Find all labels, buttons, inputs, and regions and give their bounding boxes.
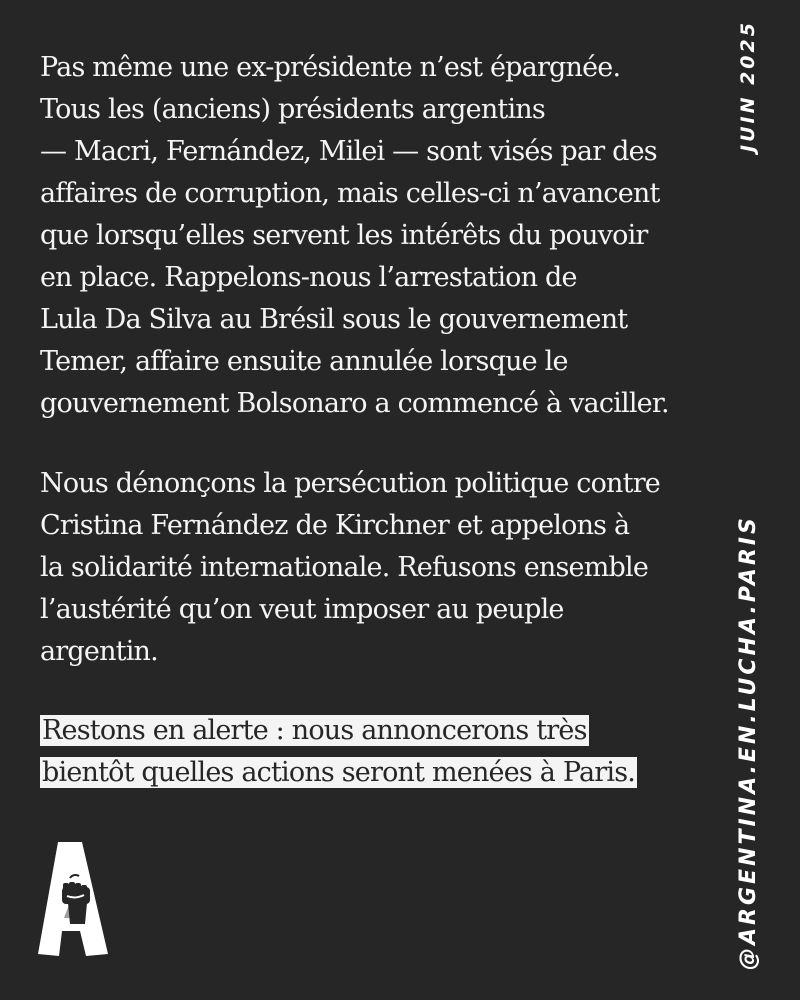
text-line: Tous les (anciens) présidents argentins: [40, 94, 545, 125]
text-line: gouvernement Bolsonaro a commencé à vaciller.: [40, 388, 669, 419]
highlighted-callout: [40, 710, 730, 794]
paragraph-solidarity: [40, 463, 730, 673]
highlighted-line: bientôt quelles actions seront menées à Paris.: [42, 757, 636, 788]
text-line: que lorsqu’elles servent les intérêts du pouvoir: [40, 220, 648, 251]
text-line: — Macri, Fernández, Milei — sont visés par des: [40, 136, 657, 167]
instagram-handle[interactable]: @ARGENTINA.EN.LUCHA.PARIS: [736, 515, 761, 970]
paragraph-corruption: [40, 47, 730, 425]
date-label: JUIN 2025: [737, 20, 759, 152]
text-line: affaires de corruption, mais celles-ci n’avancent: [40, 178, 660, 209]
text-line: Cristina Fernández de Kirchner et appelons à: [40, 510, 630, 541]
highlighted-line: Restons en alerte : nous annoncerons très: [42, 715, 587, 746]
text-line: en place. Rappelons-nous l’arrestation de: [40, 262, 577, 293]
text-line: Lula Da Silva au Brésil sous le gouvernement: [40, 304, 628, 335]
text-line: la solidarité internationale. Refusons ensemble: [40, 552, 649, 583]
raised-fist-a-logo-icon: [38, 840, 108, 958]
text-line: argentin.: [40, 636, 158, 667]
text-line: l’austérité qu’on veut imposer au peuple: [40, 594, 564, 625]
text-line: Pas même une ex-présidente n’est épargnée.: [40, 52, 621, 83]
text-line: Nous dénonçons la persécution politique contre: [40, 468, 660, 499]
text-line: Temer, affaire ensuite annulée lorsque le: [40, 346, 568, 377]
article-body: [40, 47, 730, 794]
